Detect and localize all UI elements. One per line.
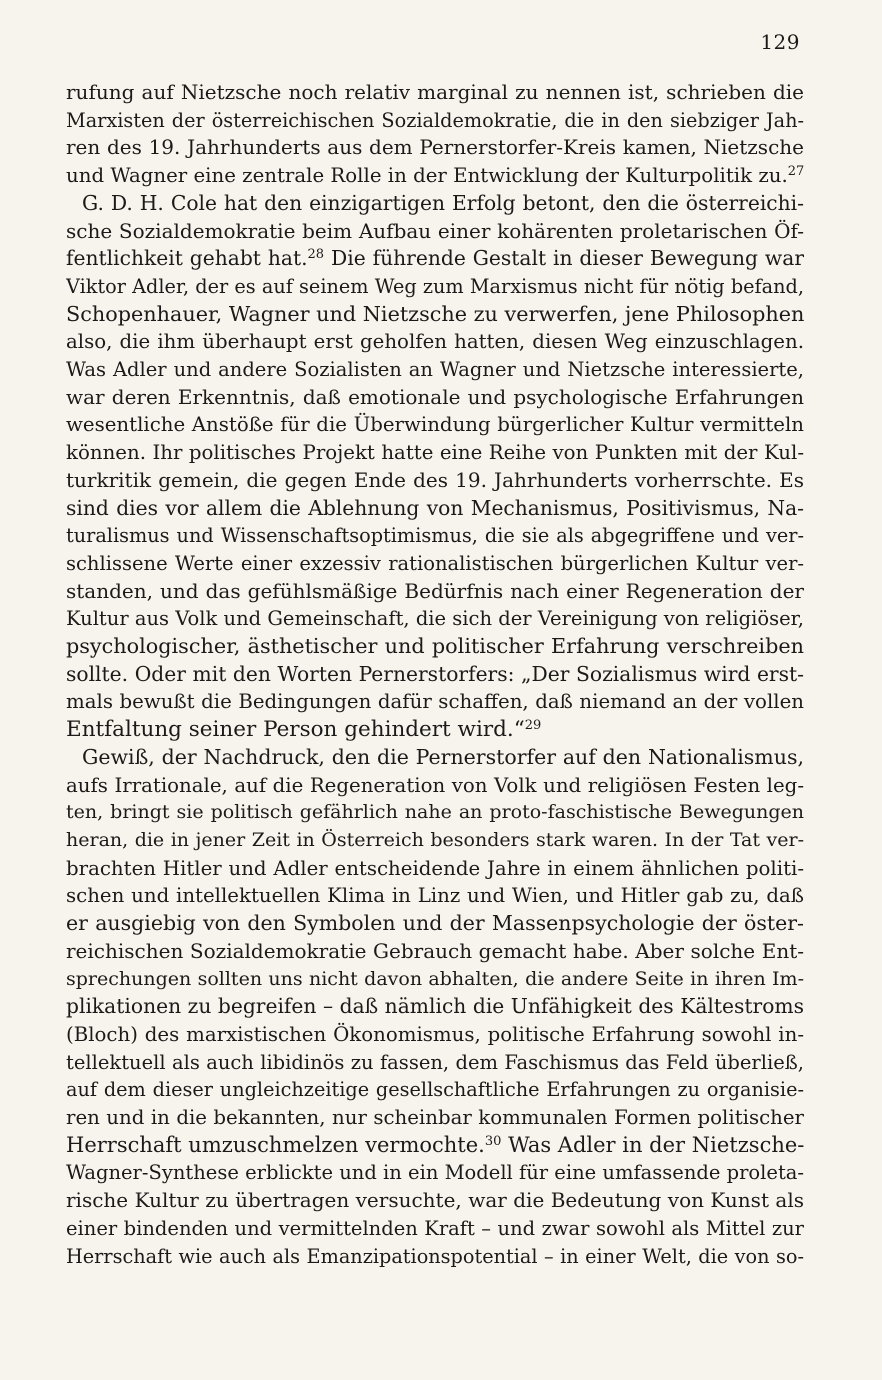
footnote-marker: 29 bbox=[524, 718, 542, 734]
text-line bbox=[66, 356, 804, 384]
line-text: psychologischer, ästhetischer und politischer Erfahrung verschreiben bbox=[66, 634, 804, 659]
text-line bbox=[66, 1159, 804, 1187]
line-text: G. D. H. Cole hat den einzigartigen Erfolg betont, den die österreichi- bbox=[82, 190, 804, 215]
text-line bbox=[66, 1021, 804, 1049]
text-line bbox=[66, 716, 804, 744]
line-text: Viktor Adler, der es auf seinem Weg zum Marxismus nicht für nötig befand, bbox=[66, 274, 804, 298]
text-line bbox=[66, 301, 804, 329]
text-line bbox=[66, 772, 804, 800]
text-line bbox=[66, 855, 804, 883]
footnote-marker: 27 bbox=[787, 163, 804, 179]
footnote-marker: 28 bbox=[307, 247, 325, 263]
text-line bbox=[66, 966, 804, 994]
line-text: ren des 19. Jahrhunderts aus dem Pernerstorfer-Kreis kamen, Nietzsche bbox=[66, 135, 804, 160]
text-line bbox=[66, 993, 804, 1021]
text-line bbox=[66, 495, 804, 523]
line-text: rufung auf Nietzsche noch relativ marginal zu nennen ist, schrieben die bbox=[66, 80, 804, 104]
line-text: auf dem dieser ungleichzeitige gesellschaftliche Erfahrungen zu organisie- bbox=[66, 1078, 804, 1102]
text-line bbox=[66, 688, 804, 716]
text-line bbox=[66, 578, 804, 606]
text-line bbox=[66, 467, 804, 495]
text-line bbox=[66, 633, 804, 661]
text-line bbox=[66, 384, 804, 412]
line-text: Was Adler und andere Sozialisten an Wagner und Nietzsche interessierte, bbox=[66, 358, 804, 382]
text-line bbox=[66, 134, 804, 162]
line-text: sind dies vor allem die Ablehnung von Mechanismus, Positivismus, Na- bbox=[66, 495, 804, 520]
line-text: mals bewußt die Bedingungen dafür schaffen, daß niemand an der vollen bbox=[66, 690, 804, 714]
text-line bbox=[66, 1049, 804, 1077]
line-text-continued: Die führende Gestalt in dieser Bewegung war bbox=[324, 246, 804, 271]
text-line bbox=[66, 605, 804, 633]
line-text: war deren Erkenntnis, daß emotionale und psychologische Erfahrungen bbox=[66, 384, 804, 409]
line-text: heran, die in jener Zeit in Österreich besonders stark waren. In der Tat ver- bbox=[66, 828, 804, 851]
text-line bbox=[66, 744, 804, 772]
text-line bbox=[66, 245, 804, 273]
text-line bbox=[66, 799, 804, 827]
line-text: rische Kultur zu übertragen versuchte, war die Bedeutung von Kunst als bbox=[66, 1188, 804, 1213]
text-line bbox=[66, 328, 804, 356]
line-text: sche Sozialdemokratie beim Aufbau einer kohärenten proletarischen Öf- bbox=[66, 218, 804, 243]
text-line bbox=[66, 938, 804, 966]
line-text: sollte. Oder mit den Worten Pernerstorfers: „Der Sozialismus wird erst- bbox=[66, 661, 804, 686]
text-line bbox=[66, 550, 804, 578]
line-text: ren und in die bekannten, nur scheinbar kommunalen Formen politischer bbox=[66, 1106, 804, 1130]
line-text: Wagner-Synthese erblickte und in ein Modell für eine umfassende proleta- bbox=[66, 1161, 804, 1185]
line-text: Marxisten der österreichischen Sozialdemokratie, die in den siebziger Jah- bbox=[66, 108, 804, 132]
text-line bbox=[66, 190, 804, 218]
line-text: Herrschaft wie auch als Emanzipationspotential – in einer Welt, die von so- bbox=[66, 1244, 804, 1268]
line-text: turkritik gemein, die gegen Ende des 19. Jahrhunderts vorherrschte. Es bbox=[66, 467, 804, 492]
line-text: einer bindenden und vermittelnden Kraft – und zwar sowohl als Mittel zur bbox=[66, 1216, 804, 1240]
text-line bbox=[66, 827, 804, 855]
line-text: Gewiß, der Nachdruck, den die Pernerstorfer auf den Nationalismus, bbox=[82, 744, 804, 769]
line-text: Schopenhauer, Wagner und Nietzsche zu verwerfen, jene Philosophen bbox=[66, 301, 804, 326]
line-text: also, die ihm überhaupt erst geholfen hatten, diesen Weg einzuschlagen. bbox=[66, 330, 804, 354]
text-line bbox=[66, 162, 804, 190]
text-line bbox=[66, 1104, 804, 1132]
text-line bbox=[66, 1187, 804, 1215]
line-text: und Wagner eine zentrale Rolle in der Entwicklung der Kulturpolitik zu. bbox=[66, 164, 788, 188]
text-line bbox=[66, 273, 804, 301]
text-line bbox=[66, 910, 804, 938]
text-line bbox=[66, 1076, 804, 1104]
text-line bbox=[66, 79, 804, 107]
line-text: schlissene Werte einer exzessiv rationalistischen bürgerlichen Kultur ver- bbox=[66, 551, 804, 575]
line-text: tellektuell als auch libidinös zu fassen, dem Faschismus das Feld überließ, bbox=[66, 1050, 804, 1074]
line-text: Kultur aus Volk und Gemeinschaft, die sich der Vereinigung von religiöser, bbox=[66, 607, 804, 631]
text-line bbox=[66, 411, 804, 439]
text-line bbox=[66, 218, 804, 246]
line-text: er ausgiebig von den Symbolen und der Massenpsychologie der öster- bbox=[66, 911, 804, 936]
footnote-marker: 30 bbox=[484, 1133, 502, 1149]
page-number: 129 bbox=[760, 30, 800, 54]
line-text: sprechungen sollten uns nicht davon abhalten, die andere Seite in ihren Im- bbox=[66, 967, 804, 990]
line-text: ten, bringt sie politisch gefährlich nahe an proto-faschistische Bewegungen bbox=[66, 801, 804, 824]
line-text: fentlichkeit gehabt hat. bbox=[66, 246, 308, 271]
line-text: reichischen Sozialdemokratie Gebrauch gemacht habe. Aber solche Ent- bbox=[66, 938, 804, 963]
line-text: aufs Irrationale, auf die Regeneration von Volk und religiösen Festen leg- bbox=[66, 773, 804, 797]
line-text: schen und intellektuellen Klima in Linz und Wien, und Hitler gab zu, daß bbox=[66, 884, 804, 908]
text-line bbox=[66, 661, 804, 689]
line-text: turalismus und Wissenschaftsoptimismus, die sie als abgegriffene und ver- bbox=[66, 524, 804, 548]
line-text: plikationen zu begreifen – daß nämlich die Unfähigkeit des Kältestroms bbox=[66, 994, 804, 1019]
line-text: standen, und das gefühlsmäßige Bedürfnis nach einer Regeneration der bbox=[66, 578, 804, 603]
line-text: (Bloch) des marxistischen Ökonomismus, politische Erfahrung sowohl in- bbox=[66, 1022, 804, 1046]
line-text-continued: Was Adler in der Nietzsche- bbox=[501, 1132, 804, 1157]
body-text bbox=[66, 79, 804, 1270]
text-line bbox=[66, 1132, 804, 1160]
text-line bbox=[66, 882, 804, 910]
line-text: können. Ihr politisches Projekt hatte eine Reihe von Punkten mit der Kul- bbox=[66, 441, 804, 465]
text-line bbox=[66, 107, 804, 135]
line-text: wesentliche Anstöße für die Überwindung bürgerlicher Kultur vermitteln bbox=[66, 413, 804, 437]
line-text: Entfaltung seiner Person gehindert wird.“ bbox=[66, 717, 525, 743]
text-line bbox=[66, 522, 804, 550]
text-line bbox=[66, 1215, 804, 1243]
text-line bbox=[66, 1243, 804, 1271]
line-text: brachten Hitler und Adler entscheidende Jahre in einem ähnlichen politi- bbox=[66, 856, 804, 880]
line-text: Herrschaft umzuschmelzen vermochte. bbox=[66, 1132, 485, 1157]
text-line bbox=[66, 439, 804, 467]
